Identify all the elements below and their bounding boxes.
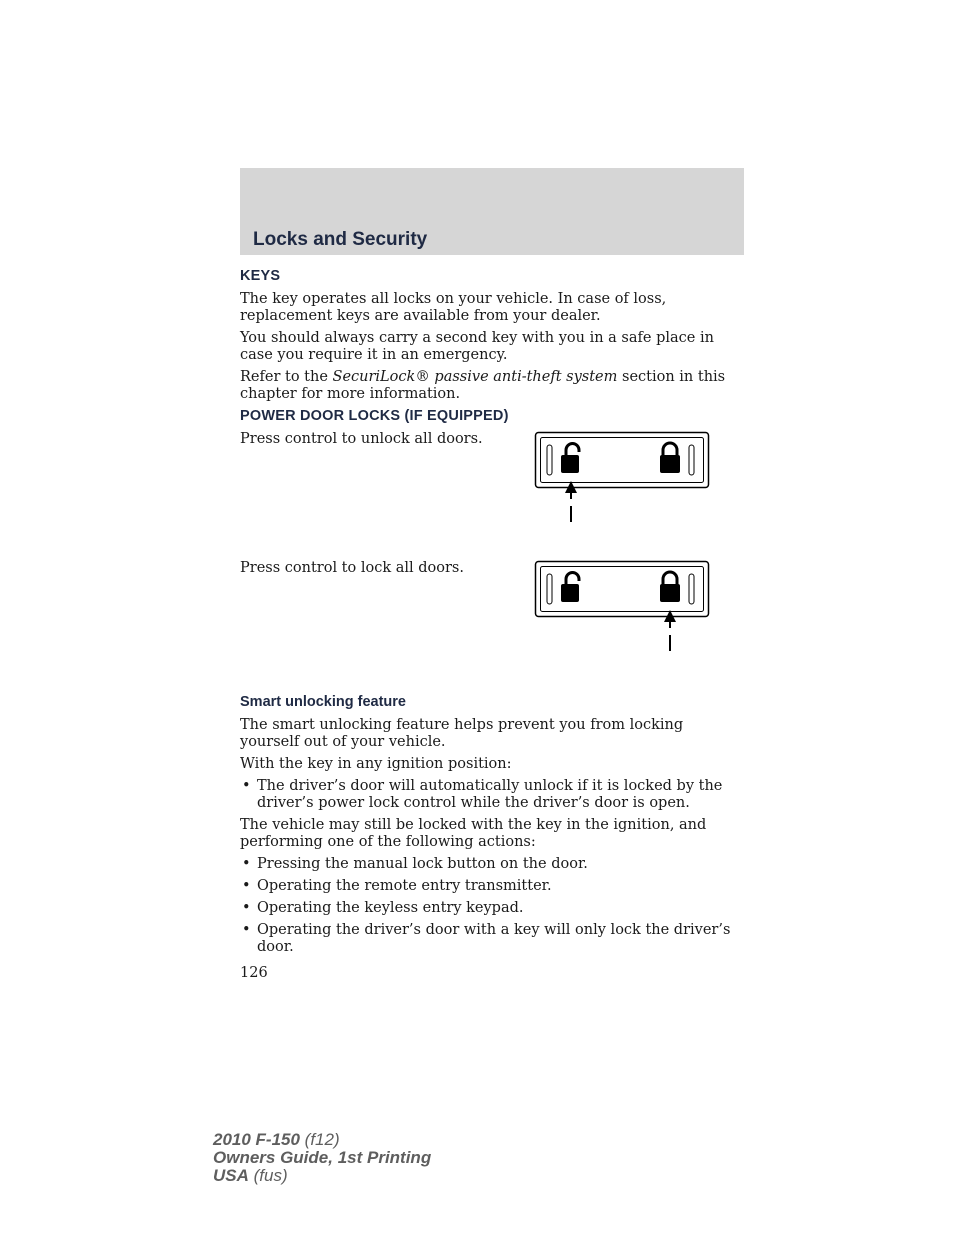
smart-unlocking-para-3: The vehicle may still be locked with the key in the ignition, and performing one of the following actions: — [240, 817, 707, 850]
page-number: 126 — [240, 965, 268, 981]
keys-para-1: The key operates all locks on your vehicle. In case of loss, replacement keys are available from your dealer. — [240, 291, 667, 324]
securilock-reference: SecuriLock® passive anti-theft system — [332, 369, 618, 385]
list-item: • Pressing the manual lock button on the door. — [240, 856, 744, 873]
smart-unlocking-para-2: With the key in any ignition position: — [240, 756, 512, 772]
footer-line-1 — [213, 1131, 431, 1149]
unlock-control-illustration — [534, 431, 710, 525]
chapter-header-band — [240, 168, 744, 255]
list-item: • Operating the keyless entry keypad. — [240, 900, 744, 917]
lock-control-row — [240, 560, 744, 694]
keys-heading: KEYS — [240, 268, 281, 284]
footer-market-code: (fus) — [248, 1166, 288, 1185]
unlock-caption: Press control to unlock all doors. — [240, 431, 483, 447]
ignition-bullet-list — [240, 778, 744, 812]
lock-actions-bullet-list — [240, 856, 744, 956]
lock-caption: Press control to lock all doors. — [240, 560, 464, 576]
page-content — [240, 268, 744, 982]
footer-model-code: (f12) — [299, 1130, 340, 1149]
keys-para-2: You should always carry a second key with you in a safe place in case you require it in an emergency. — [240, 330, 714, 363]
keys-para-3-pre: Refer to the — [240, 369, 333, 385]
print-footer — [213, 1131, 431, 1185]
list-item: • Operating the remote entry transmitter. — [240, 878, 744, 895]
keys-para-3-post: section in this chapter for more information. — [240, 369, 726, 402]
keys-para-3 — [240, 369, 744, 403]
unlock-control-row — [240, 431, 744, 560]
list-item: • The driver’s door will automatically unlock if it is locked by the driver’s power lock control while the driver’s door is open. — [240, 778, 744, 812]
lock-control-illustration — [534, 560, 710, 654]
footer-line-3 — [213, 1167, 431, 1185]
footer-line-2: Owners Guide, 1st Printing — [213, 1148, 432, 1167]
list-item: • Operating the driver’s door with a key will only lock the driver’s door. — [240, 922, 744, 956]
footer-market: USA — [213, 1166, 249, 1185]
footer-model: 2010 F-150 — [213, 1130, 300, 1149]
smart-unlocking-heading: Smart unlocking feature — [240, 694, 406, 710]
power-door-locks-heading: POWER DOOR LOCKS (IF EQUIPPED) — [240, 408, 509, 424]
smart-unlocking-para-1: The smart unlocking feature helps prevent you from locking yourself out of your vehicle. — [240, 717, 684, 750]
chapter-title: Locks and Security — [253, 229, 428, 250]
